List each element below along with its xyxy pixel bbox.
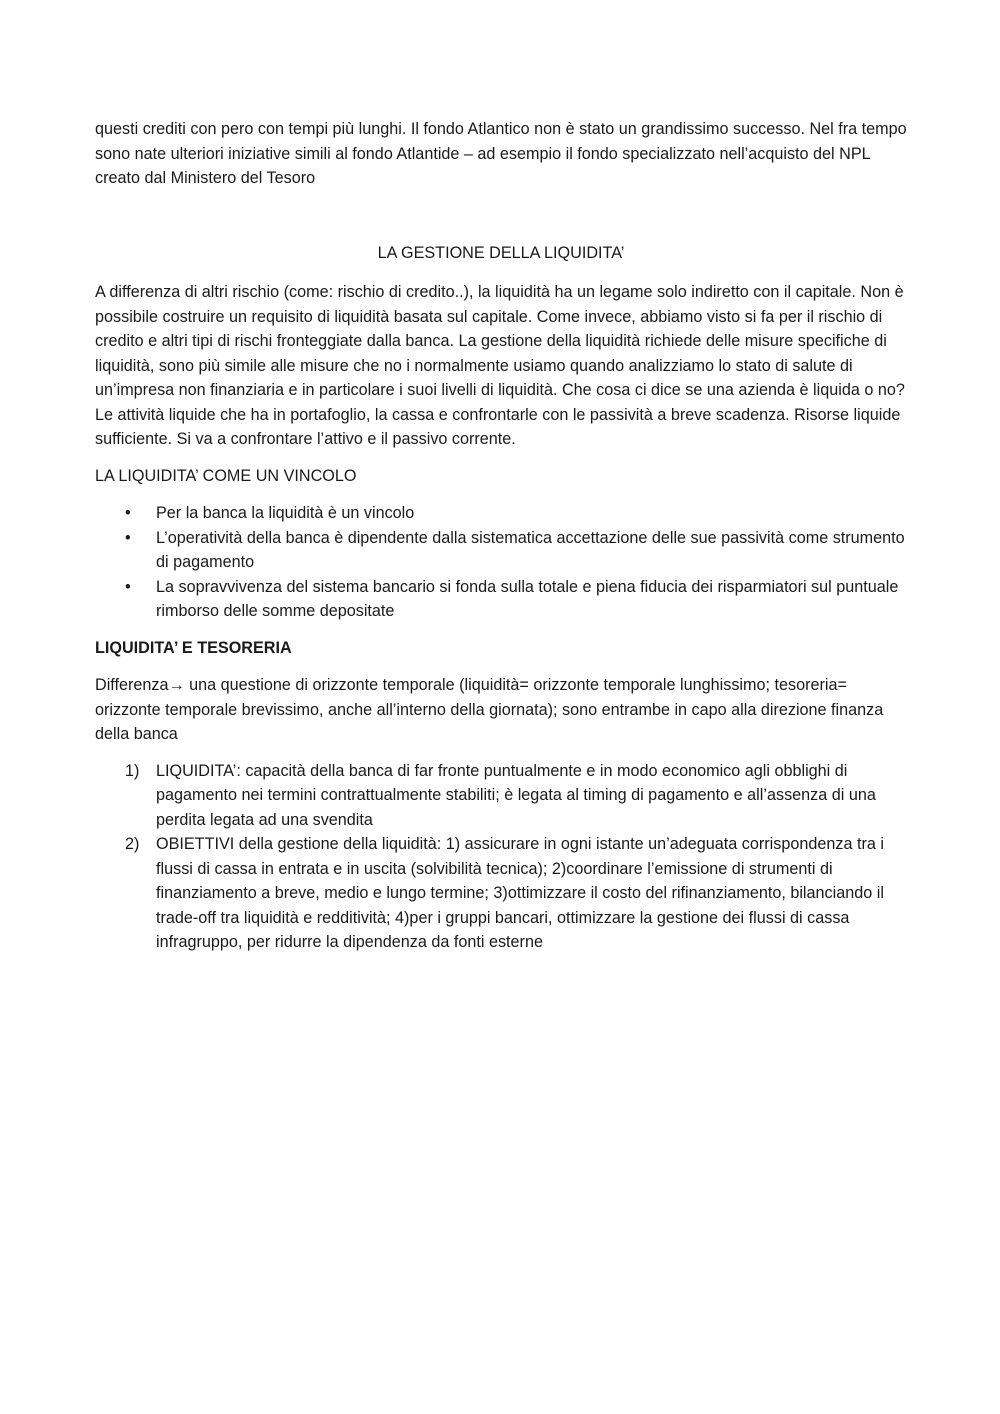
section-heading-tesoreria: LIQUIDITA’ E TESORERIA	[95, 638, 292, 657]
section-heading-vincolo: LA LIQUIDITA’ COME UN VINCOLO	[95, 466, 357, 485]
list-item	[95, 575, 907, 624]
paragraph-liquidita-capitale: A differenza di altri rischio (come: rischio di credito..), la liquidità ha un legame solo indiretto con il capitale. Non è possibile costruire un requisito di liquidità basata sul capitale. Come invece, abbiamo visto si fa per il rischio di credito e altri tipi di rischi fronteggiate dalla banca. La gestione della liquidità richiede delle misure specifiche di liquidità, sono più simile alle misure che no i normalmente usiamo quando analizziamo lo stato di salute di un’impresa non finanziaria e in particolare i suoi livelli di liquidità. Che cosa ci dice se una azienda è liquida o no? Le attività liquide che ha in portafoglio, la cassa e confrontarle con le passività a breve scadenza. Risorse liquide sufficiente. Si va a confrontare l’attivo e il passivo corrente.	[95, 283, 905, 448]
list-item-text: LIQUIDITA’: capacità della banca di far fronte puntualmente e in modo economico agli obblighi di pagamento nei termini contrattualmente stabiliti; è legata al timing di pagamento e all’assenza di una perdita legata ad una svendita	[156, 761, 876, 829]
intro-paragraph: questi crediti con pero con tempi più lunghi. Il fondo Atlantico non è stato un grandissimo successo. Nel fra tempo sono nate ulteriori iniziative simili al fondo Atlantide – ad esempio il fondo specializzato nell’acquisto del NPL creato dal Ministero del Tesoro	[95, 120, 907, 187]
lead-rest: una questione di orizzonte temporale (liquidità= orizzonte temporale lunghissimo; tesoreria= orizzonte temporale brevissimo, anche all’interno della giornata); sono entrambe in capo alla direzione finanza della banca	[95, 676, 884, 743]
bullet-icon: •	[125, 528, 131, 547]
list-item-number: 2)	[125, 835, 140, 853]
list-item-text: OBIETTIVI della gestione della liquidità: 1) assicurare in ogni istante un’adeguata corrispondenza tra i flussi di cassa in entrata e in uscita (solvibilità tecnica); 2)coordinare l’emissione di strumenti di finanziamento a breve, medio e lungo termine; 3)ottimizzare il costo del rifinanziamento, bilanciando il trade-off tra liquidità e redditività; 4)per i gruppi bancari, ottimizzare la gestione dei flussi di cassa infragruppo, per ridurre la dipendenza da fonti esterne	[156, 835, 884, 951]
list-item	[95, 526, 907, 575]
section-title-gestione-liquidita: LA GESTIONE DELLA LIQUIDITA’	[377, 243, 625, 262]
numbered-list-liquidita	[95, 759, 907, 955]
document-page	[95, 117, 907, 955]
list-item	[95, 501, 907, 526]
arrow-right-icon: →	[168, 676, 185, 694]
list-item-text: L’operatività della banca è dipendente dalla sistematica accettazione delle sue passività come strumento di pagamento	[156, 528, 905, 571]
paragraph-differenza	[95, 673, 907, 747]
list-item	[95, 759, 907, 833]
lead-word: Differenza	[95, 676, 169, 694]
list-item-text: La sopravvivenza del sistema bancario si fonda sulla totale e piena fiducia dei risparmiatori sul puntuale rimborso delle somme depositate	[156, 577, 899, 620]
list-item-text: Per la banca la liquidità è un vincolo	[156, 504, 415, 522]
list-item	[95, 832, 907, 955]
bullet-icon: •	[125, 504, 131, 522]
list-item-number: 1)	[125, 761, 140, 780]
bullet-list-vincolo	[95, 501, 907, 624]
bullet-icon: •	[125, 577, 131, 596]
